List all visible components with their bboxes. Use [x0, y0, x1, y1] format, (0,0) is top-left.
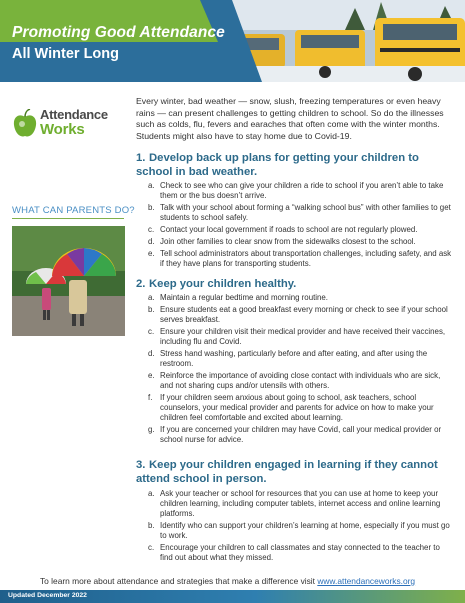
section-1-list [148, 181, 454, 271]
list-marker: d. [148, 236, 155, 246]
list-marker: b. [148, 203, 155, 212]
list-marker: b. [148, 304, 155, 314]
list-item [148, 425, 454, 445]
sidebar-divider [12, 218, 124, 219]
header-banner [0, 0, 465, 82]
list-item-text: Identify who can support your children’s learning at home, especially if you must go to work. [160, 521, 450, 541]
section-1-heading: Develop back up plans for getting your children to school in bad weather. [136, 152, 419, 178]
list-item [148, 293, 454, 303]
list-marker: d. [148, 348, 155, 358]
list-marker: c. [148, 225, 155, 234]
section-3-title [136, 459, 456, 486]
list-marker: a. [148, 181, 155, 190]
attendance-works-logo [12, 107, 132, 141]
list-item-text: Encourage your children to call classmates and stay connected to the teacher to find out about what they missed. [160, 543, 440, 563]
list-item [148, 521, 454, 541]
updated-date: Updated December 2022 [8, 592, 87, 599]
section-2-title [136, 278, 456, 292]
list-marker: e. [148, 248, 155, 258]
list-item [148, 181, 454, 201]
section-2-heading: Keep your children healthy. [149, 278, 297, 290]
sidebar-heading: WHAT CAN PARENTS DO? [12, 205, 135, 216]
list-item-text: Maintain a regular bedtime and morning routine. [160, 293, 328, 302]
section-3-list [148, 489, 454, 565]
list-item-text: Ensure your children visit their medical provider and have received their vaccines, including flu and Covid. [160, 326, 446, 346]
page-subtitle: All Winter Long [12, 46, 119, 62]
page-title: Promoting Good Attendance [12, 24, 225, 41]
website-link[interactable]: www.attendanceworks.org [317, 576, 416, 586]
list-marker: a. [148, 489, 155, 498]
footer-text: To learn more about attendance and strategies that make a difference visit [40, 576, 318, 586]
list-marker: e. [148, 370, 155, 380]
list-item [148, 237, 454, 247]
section-2-number: 2. [136, 278, 146, 290]
section-1-number: 1. [136, 152, 146, 164]
section-3-number: 3. [136, 459, 146, 471]
intro-paragraph: Every winter, bad weather — snow, slush, freezing temperatures or even heavy rains — can present challenges to getting children to school. So do the illnesses such as colds, flu, fevers and earaches that often come with the winter months. Students might also have to stay home due to Covid-19. [136, 96, 444, 141]
list-item-text: Join other families to clear snow from the sidewalks closest to the school. [160, 236, 416, 246]
apple-logo-icon [12, 109, 38, 139]
list-item-text: Tell school administrators about transportation challenges, including safety, and ask if they have plans for transporting students. [160, 248, 452, 268]
list-item-text: Reinforce the importance of avoiding close contact with individuals who are sick, and not sharing cups and/or utensils with others. [160, 370, 441, 390]
list-item-text: Ensure students eat a good breakfast every morning or check to see if your school serves breakfast. [160, 304, 448, 324]
list-item-text: Stress hand washing, particularly before and after eating, and after using the restroom. [160, 348, 428, 368]
logo-text-attendance: Attendance [40, 107, 108, 122]
list-item [148, 327, 454, 347]
list-item-text: Ask your teacher or school for resources that you can use at home to keep your children learning, including computer tablets, internet access and online learning platforms. [160, 489, 441, 519]
list-item [148, 249, 454, 269]
section-3-heading: Keep your children engaged in learning if they cannot attend school in person. [136, 459, 438, 485]
list-marker: c. [148, 543, 155, 553]
list-item [148, 225, 454, 235]
list-item-text: If you are concerned your children may have Covid, call your medical provider or school nurse for advice. [160, 425, 442, 445]
list-item [148, 489, 454, 520]
umbrella-photo [12, 226, 125, 336]
list-item [148, 203, 454, 223]
list-item [148, 305, 454, 325]
section-2-list [148, 293, 454, 447]
logo-text-works: Works [40, 121, 85, 138]
list-item-text: Talk with your school about forming a “walking school bus” with other families to get students to school safely. [160, 203, 451, 223]
list-item [148, 543, 454, 563]
footer-note [40, 576, 415, 586]
list-marker: b. [148, 521, 155, 531]
list-item-text: Contact your local government if roads to school are not regularly plowed. [160, 225, 418, 234]
list-marker: c. [148, 326, 155, 336]
list-marker: a. [148, 293, 155, 302]
list-item-text: If your children seem anxious about going to school, ask teachers, school counselors, your medical provider and parents for advice on how to make your children feel comfortable and excited about learning. [160, 392, 434, 423]
list-item [148, 393, 454, 424]
section-1-title [136, 152, 456, 179]
list-item-text: Check to see who can give your children a ride to school if you aren’t able to take them or the bus doesn’t arrive. [160, 181, 444, 201]
list-item [148, 349, 454, 369]
list-marker: f. [148, 392, 153, 402]
list-item [148, 371, 454, 391]
list-marker: g. [148, 425, 155, 434]
